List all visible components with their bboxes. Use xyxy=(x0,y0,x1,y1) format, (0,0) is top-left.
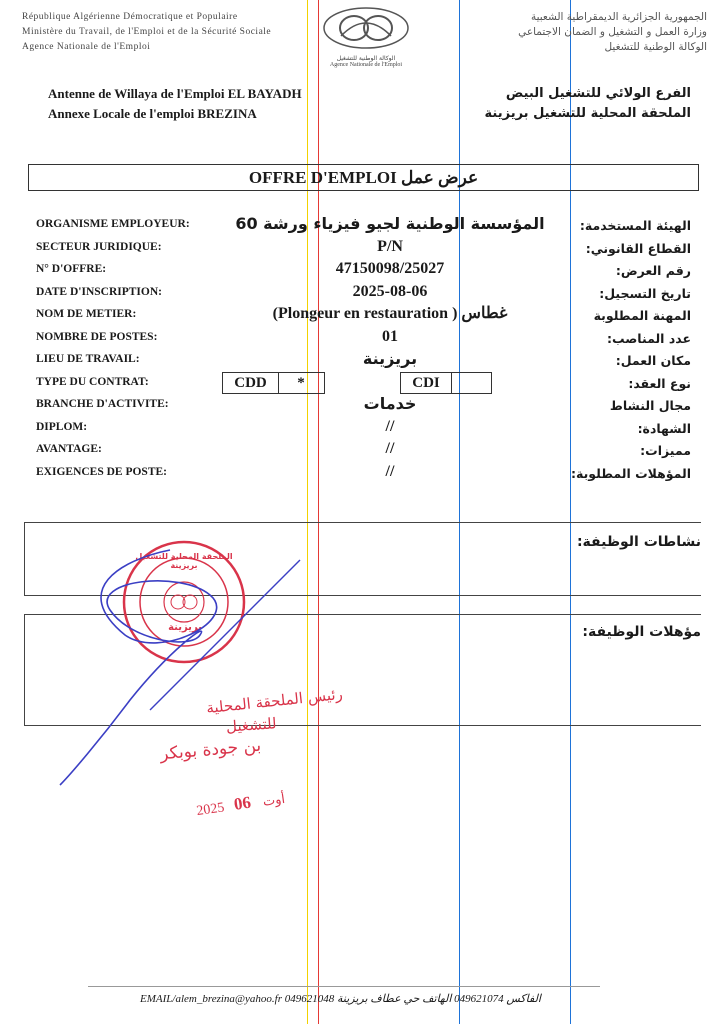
scan-line-blue-1 xyxy=(459,0,460,1024)
scan-line-blue-2 xyxy=(570,0,571,1024)
stamp-ring-text: الملحقة المحلية للتشغيل بريزينة xyxy=(135,552,233,570)
label-fr-workplace: LIEU DE TRAVAIL: xyxy=(36,353,140,365)
label-fr-advantage: AVANTAGE: xyxy=(36,443,102,455)
cdi-mark-box xyxy=(451,372,492,394)
label-ar-branch: مجال النشاط xyxy=(609,398,691,413)
date-year: 2025 xyxy=(195,800,226,820)
label-fr-branch: BRANCHE D'ACTIVITE: xyxy=(36,398,169,410)
qualifications-label: مؤهلات الوظيفة: xyxy=(582,624,701,640)
label-fr-job: NOM DE METIER: xyxy=(36,308,137,320)
cdd-label-box: CDD xyxy=(222,372,279,394)
label-fr-positions: NOMBRE DE POSTES: xyxy=(36,330,158,343)
label-fr-sector: SECTEUR JURIDIQUE: xyxy=(36,240,162,253)
header-french xyxy=(22,10,271,55)
value-offer-number: 47150098/25027 xyxy=(335,260,445,277)
header-ar-line-1: الجمهورية الجزائرية الديمقراطية الشعبية xyxy=(530,11,707,23)
activities-label: نشاطات الوظيفة: xyxy=(576,534,701,550)
header-fr-line-3: Agence Nationale de l'Emploi xyxy=(22,42,151,52)
date-month: أوت xyxy=(261,791,286,810)
agency-logo xyxy=(318,6,414,69)
label-fr-requirements: EXIGENCES DE POSTE: xyxy=(36,465,168,478)
label-ar-advantage: مميزات: xyxy=(640,443,691,458)
date-day: 06 xyxy=(232,792,253,814)
label-ar-requirements: المؤهلات المطلوبة: xyxy=(570,465,691,481)
footer-contact: EMAIL/alem_brezina@yahoo.fr 049621048 الفاكس 049621074 الهاتف حي عطاف بريزينة xyxy=(140,993,541,1005)
logo-caption-fr: Agence Nationale de l'Emploi xyxy=(329,62,403,68)
label-ar-contract: نوع العقد: xyxy=(628,375,691,391)
label-ar-date: تاريخ التسجيل: xyxy=(599,285,691,301)
value-advantage: // xyxy=(385,440,395,457)
cdi-label-box: CDI xyxy=(400,372,452,394)
label-ar-positions: عدد المناصب: xyxy=(607,330,691,346)
label-ar-employer: الهيئة المستخدمة: xyxy=(579,218,691,233)
signature-scribble-icon xyxy=(30,540,330,800)
scan-line-red xyxy=(318,0,319,1024)
label-fr-date: DATE D'INSCRIPTION: xyxy=(36,285,162,298)
label-fr-offer-number: N° D'OFFRE: xyxy=(36,263,107,275)
office-ar-line-2: الملحقة المحلية للتشغيل بريزينة xyxy=(484,106,691,121)
cdd-mark-box: * xyxy=(278,372,325,394)
signature-title-line-2: للتشغيل xyxy=(225,714,278,736)
signature-name: بن جودة بوبكر xyxy=(159,735,262,765)
office-ar-line-1: الفرع الولائي للتشغيل البيض xyxy=(505,86,691,101)
value-branch: خدمات xyxy=(363,394,417,413)
signature-title-line-1: رئيس الملحقة المحلية xyxy=(205,684,344,718)
label-ar-workplace: مكان العمل: xyxy=(615,353,691,368)
label-ar-offer-number: رقم العرض: xyxy=(615,263,691,278)
value-diploma: // xyxy=(385,417,395,435)
value-sector: P/N xyxy=(377,237,403,255)
label-ar-diploma: الشهادة: xyxy=(637,420,691,436)
label-ar-sector: القطاع القانوني: xyxy=(585,240,691,256)
header-fr-line-1: République Algérienne Démocratique et Populaire xyxy=(22,12,238,22)
anem-logo-icon xyxy=(321,6,411,50)
header-ar-line-3: الوكالة الوطنية للتشغيل xyxy=(604,41,707,53)
office-arabic xyxy=(485,84,691,124)
header-arabic xyxy=(518,10,707,55)
footer-divider xyxy=(88,986,600,987)
header-ar-line-2: وزارة العمل و التشغيل و الضمان الاجتماعي xyxy=(518,26,707,38)
stamp-center-text: بريزينة xyxy=(168,622,202,633)
value-employer: المؤسسة الوطنية لجيو فيزياء ورشة 60 xyxy=(235,214,545,233)
logo-caption-ar: الوكالة الوطنية للتشغيل xyxy=(336,55,396,62)
label-ar-job: المهنة المطلوبة xyxy=(593,308,691,323)
value-workplace: بريزينة xyxy=(362,349,418,368)
header-fr-line-2: Ministère du Travail, de l'Emploi et de la Sécurité Sociale xyxy=(22,27,272,37)
label-fr-diploma: DIPLOM: xyxy=(36,420,88,433)
office-french xyxy=(48,84,302,124)
scan-line-yellow xyxy=(307,0,308,1024)
value-job-name: (Plongeur en restauration ) غطاس xyxy=(272,305,508,322)
office-fr-line-1: Antenne de Willaya de l'Emploi EL BAYADH xyxy=(48,86,302,101)
value-date: 2025-08-06 xyxy=(352,282,428,300)
label-fr-employer: ORGANISME EMPLOYEUR: xyxy=(36,218,190,230)
field-labels-arabic xyxy=(521,215,691,485)
document-title: OFFRE D'EMPLOI عرض عمل xyxy=(28,164,699,191)
value-positions: 01 xyxy=(382,327,398,345)
label-fr-contract: TYPE DU CONTRAT: xyxy=(36,375,149,388)
office-fr-line-2: Annexe Locale de l'emploi BREZINA xyxy=(48,106,257,121)
value-requirements: // xyxy=(385,462,395,480)
